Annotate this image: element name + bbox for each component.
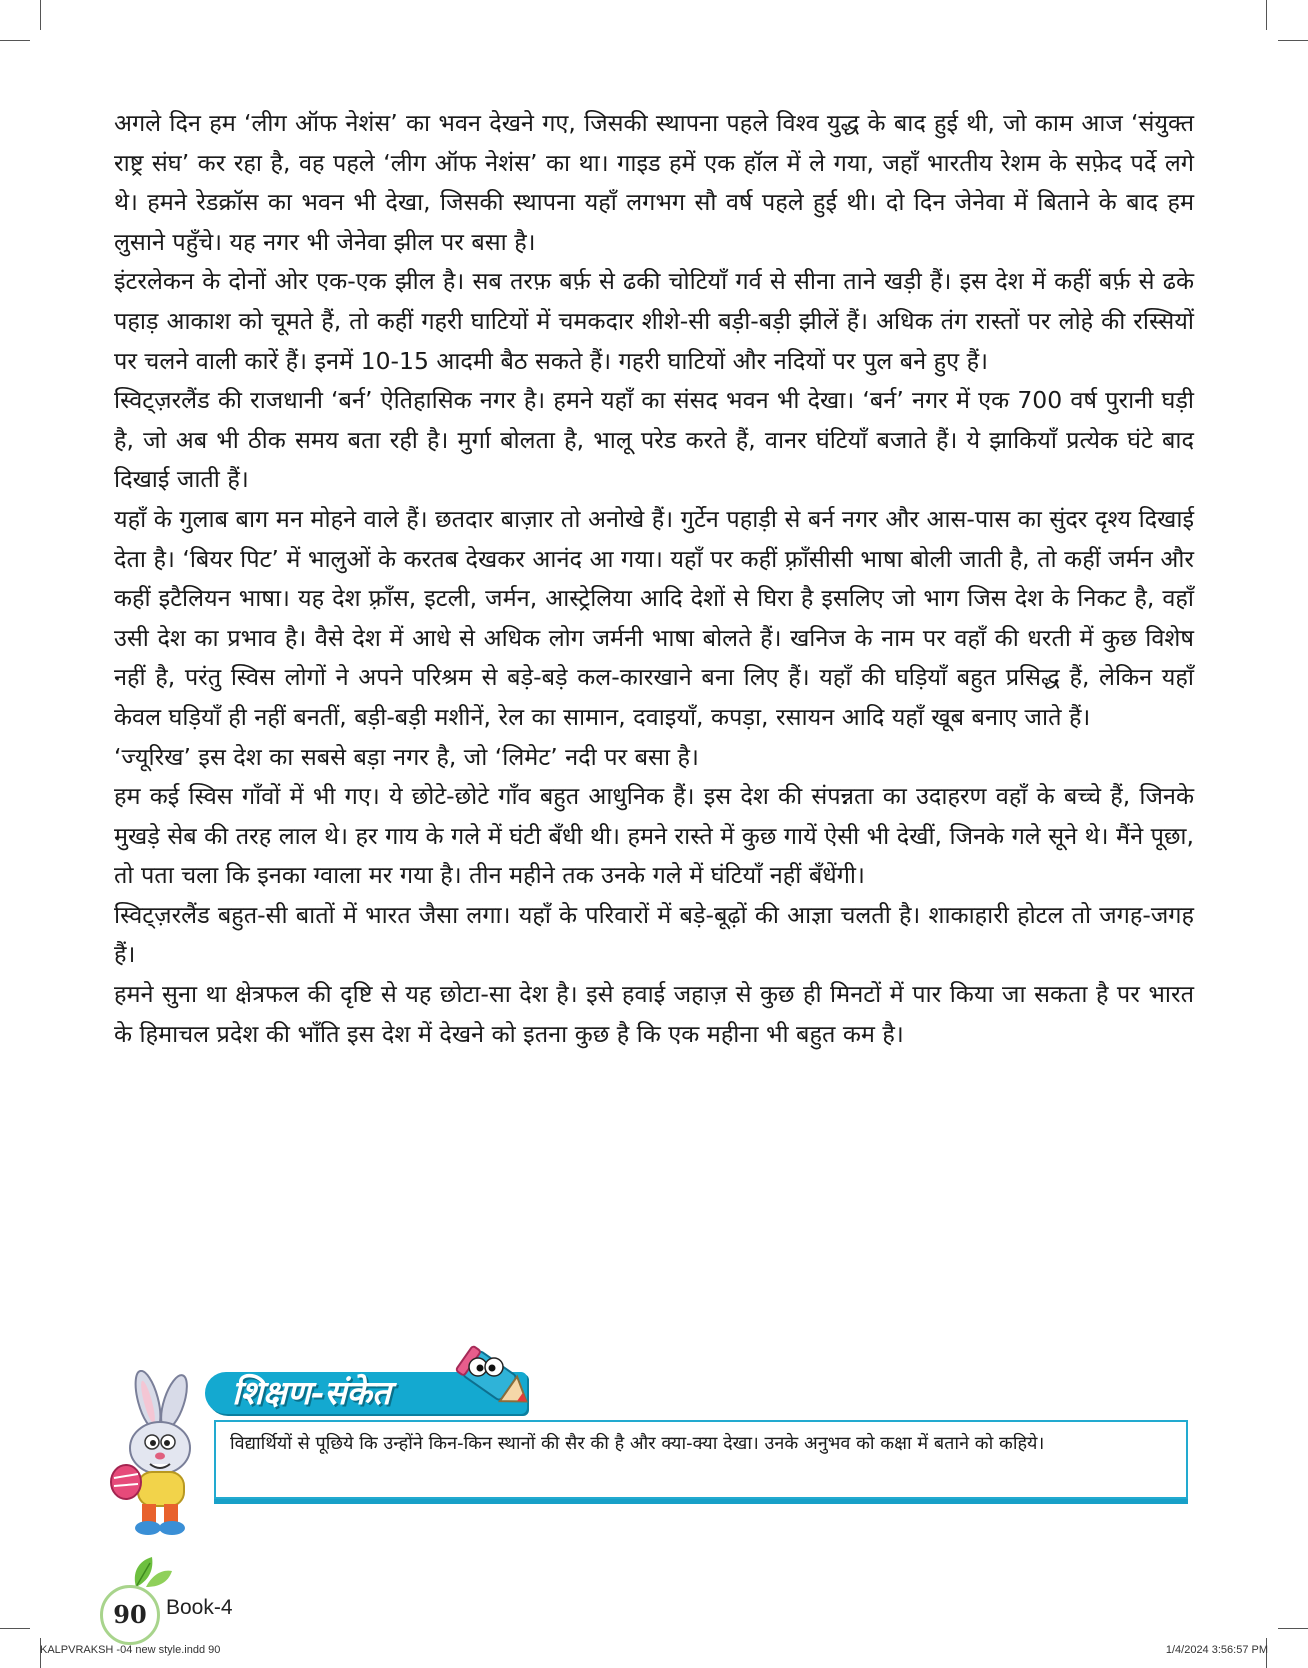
crop-mark-top-right-v: [1266, 0, 1267, 30]
page-number-badge: [100, 1585, 164, 1645]
paragraph-zurich: ‘ज्यूरिख’ इस देश का सबसे बड़ा नगर है, जो ‘लिमेट’ नदी पर बसा है।: [114, 742, 699, 771]
pencil-mascot-icon: [450, 1345, 535, 1417]
paragraph-interlaken: इंटरलेकन के दोनों ओर एक-एक झील है। सब तरफ़ बर्फ़ से ढकी चोटियाँ गर्व से सीना ताने खड़ी हैं। इस देश में कहीं बर्फ़ से ढके पहाड़ आकाश को चूमते हैं, तो कहीं गहरी घाटियों में चमकदार शीशे-सी बड़ी-बड़ी झीलें हैं। अधिक तंग रास्तों पर लोहे की रस्सियों पर चलने वाली कारें हैं। इनमें 10-15 आदमी बैठ सकते हैं। गहरी घाटियों और नदियों पर पुल बने हुए हैं।: [114, 267, 1194, 375]
crop-mark-bottom-left-h: [0, 1628, 30, 1629]
leaf-icon: [128, 1553, 174, 1589]
crop-mark-top-left-v: [40, 0, 41, 30]
teaching-note-title: शिक्षण-संकेत: [232, 1373, 391, 1412]
rabbit-illustration: [104, 1370, 214, 1540]
paragraph-small-country: हमने सुना था क्षेत्रफल की दृष्टि से यह छोटा-सा देश है। इसे हवाई जहाज़ से कुछ ही मिनटों में पार किया जा सकता है पर भारत के हिमाचल प्रदेश की भाँति इस देश में देखने को इतना कुछ है कि एक महीना भी बहुत कम है।: [114, 980, 1194, 1048]
file-info: KALPVRAKSH -04 new style.indd 90: [40, 1644, 221, 1656]
paragraph-like-india: स्विट्ज़रलैंड बहुत-सी बातों में भारत जैसा लगा। यहाँ के परिवारों में बड़े-बूढ़ों की आज्ञा चलती है। शाकाहारी होटल तो जगह-जगह हैं।: [114, 900, 1194, 969]
teaching-note-text: विद्यार्थियों से पूछिये कि उन्होंने किन-किन स्थानों की सैर की है और क्या-क्या देखा। उनके अनुभव को कक्षा में बताने को कहिये।: [230, 1433, 1045, 1454]
book-label: Book-4: [166, 1596, 233, 1619]
paragraph-league-of-nations: अगले दिन हम ‘लीग ऑफ नेशंस’ का भवन देखने गए, जिसकी स्थापना पहले विश्व युद्ध के बाद हुई थी, जो काम आज ‘संयुक्त राष्ट्र संघ’ कर रहा है, वह पहले ‘लीग ऑफ नेशंस’ का था। गाइड हमें एक हॉल में ले गया, जहाँ भारतीय रेशम के सफ़ेद पर्दे लगे थे। हमने रेडक्रॉस का भवन भी देखा, जिसकी स्थापना यहाँ लगभग सौ वर्ष पहले हुई थी। दो दिन जेनेवा में बिताने के बाद हम लुसाने पहुँचे। यह नगर भी जेनेवा झील पर बसा है।: [114, 109, 1194, 256]
crop-mark-top-left-h: [0, 40, 30, 41]
paragraph-swiss-villages: हम कई स्विस गाँवों में भी गए। ये छोटे-छोटे गाँव बहुत आधुनिक हैं। इस देश की संपन्नता का उदाहरण वहाँ के बच्चे हैं, जिनके मुखड़े सेब की तरह लाल थे। हर गाय के गले में घंटी बँधी थी। हमने रास्ते में कुछ गायें ऐसी भी देखीं, जिनके गले सूने थे। मैंने पूछा, तो पता चला कि इनका ग्वाला मर गया है। तीन महीने तक उनके गले में घंटियाँ नहीं बँधेंगी।: [114, 782, 1194, 890]
timestamp: 1/4/2024 3:56:57 PM: [1165, 1644, 1268, 1656]
page-number: 90: [100, 1585, 160, 1645]
crop-mark-top-right-h: [1278, 40, 1308, 41]
teaching-note-box: [214, 1420, 1188, 1499]
body-text: [114, 104, 1194, 1054]
paragraph-bern: स्विट्ज़रलैंड की राजधानी ‘बर्न’ ऐतिहासिक नगर है। हमने यहाँ का संसद भवन भी देखा। ‘बर्न’ नगर में एक 700 वर्ष पुरानी घड़ी है, जो अब भी ठीक समय बता रही है। मुर्गा बोलता है, भालू परेड करते हैं, वानर घंटियाँ बजाते हैं। ये झाकियाँ प्रत्येक घंटे बाद दिखाई जाती हैं।: [114, 386, 1194, 494]
paragraph-rose-gardens: यहाँ के गुलाब बाग मन मोहने वाले हैं। छतदार बाज़ार तो अनोखे हैं। गुर्टेन पहाड़ी से बर्न नगर और आस-पास का सुंदर दृश्य दिखाई देता है। ‘बियर पिट’ में भालुओं के करतब देखकर आनंद आ गया। यहाँ पर कहीं फ़्राँसीसी भाषा बोली जाती है, तो कहीं जर्मन और कहीं इटैलियन भाषा। यह देश फ़्राँस, इटली, जर्मन, आस्ट्रेलिया आदि देशों से घिरा है इसलिए जो भाग जिस देश के निकट है, वहाँ उसी देश का प्रभाव है। वैसे देश में आधे से अधिक लोग जर्मनी भाषा बोलते हैं। खनिज के नाम पर वहाँ की धरती में कुछ विशेष नहीं है, परंतु स्विस लोगों ने अपने परिश्रम से बड़े-बड़े कल-कारखाने बना लिए हैं। यहाँ की घड़ियाँ बहुत प्रसिद्ध हैं, लेकिन यहाँ केवल घड़ियाँ ही नहीं बनतीं, बड़ी-बड़ी मशीनें, रेल का सामान, दवाइयाँ, कपड़ा, रसायन आदि यहाँ खूब बनाए जाते हैं।: [114, 504, 1194, 731]
crop-mark-bottom-right-h: [1278, 1628, 1308, 1629]
